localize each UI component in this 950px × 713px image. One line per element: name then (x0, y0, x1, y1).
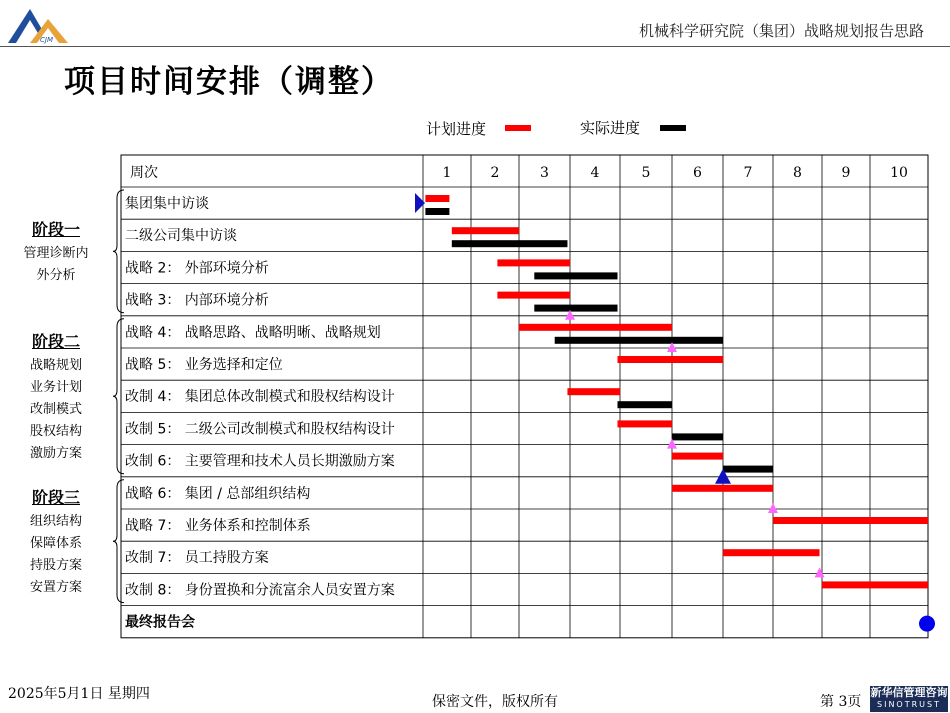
footer-confidential: 保密文件，版权所有 (432, 694, 558, 710)
stage-description-line: 改制模式 (29, 402, 82, 418)
stage-title: 阶段一 (31, 220, 80, 240)
legend-planned-label: 计划进度 (426, 120, 487, 138)
task-label: 改制 7： 员工持股方案 (125, 550, 269, 567)
brand-name-en: SINOTRUST (877, 700, 941, 709)
start-meeting-marker (415, 193, 425, 213)
actual-bar (555, 337, 723, 344)
planned-bar (672, 453, 723, 460)
task-label: 改制 4： 集团总体改制模式和股权结构设计 (125, 389, 395, 406)
stage-description-line: 保障体系 (29, 536, 82, 552)
week-number-label: 9 (841, 165, 851, 181)
brand-logo (870, 686, 948, 712)
planned-bar (618, 420, 673, 427)
legend-actual-label: 实际进度 (580, 119, 641, 137)
stage-title: 阶段二 (31, 332, 80, 352)
planned-bar (567, 388, 620, 395)
week-number-label: 2 (490, 165, 500, 181)
informal-communication-marker (815, 567, 825, 577)
header-week-label: 周次 (130, 165, 158, 181)
page-title: 项目时间安排（调整） (64, 64, 394, 100)
footer-date: 2025年5月1日 星期四 (8, 686, 150, 702)
task-label: 战略 2： 外部环境分析 (125, 260, 269, 277)
planned-bar (425, 195, 449, 202)
actual-bar (672, 433, 723, 440)
stage-description-line: 安置方案 (29, 580, 82, 596)
planned-bar (723, 549, 820, 556)
stage-description-line: 组织结构 (29, 514, 82, 530)
actual-bar (452, 240, 568, 247)
stage-description-line: 外分析 (36, 268, 76, 284)
task-label: 最终报告会 (125, 614, 195, 631)
planned-bar (497, 259, 570, 266)
header-title: 机械科学研究院（集团）战略规划报告思路 (638, 22, 924, 40)
final-report-marker (919, 616, 935, 632)
task-label: 二级公司集中访谈 (125, 228, 237, 245)
task-label: 战略 6： 集团 / 总部组织结构 (125, 485, 311, 502)
week-number-label: 3 (540, 165, 549, 181)
stage-description-line: 战略规划 (29, 358, 82, 374)
planned-bar (672, 485, 773, 492)
task-label: 战略 7： 业务体系和控制体系 (125, 518, 311, 534)
brand-name-cn: 新华信管理咨询 (870, 686, 948, 699)
stage-brace (113, 319, 124, 474)
week-number-label: 5 (641, 165, 651, 181)
week-number-label: 4 (590, 165, 600, 181)
task-label: 改制 8： 身份置换和分流富余人员安置方案 (125, 582, 395, 599)
stage-description-line: 激励方案 (29, 446, 82, 462)
actual-bar (723, 466, 773, 473)
week-number-label: 10 (890, 165, 908, 181)
stage-title: 阶段三 (31, 488, 80, 508)
logo-text: CJM (40, 36, 53, 44)
actual-bar (618, 401, 673, 408)
actual-bar (534, 305, 617, 312)
task-label: 战略 3： 内部环境分析 (125, 292, 269, 309)
planned-bar (773, 517, 928, 524)
planned-bar (822, 581, 928, 588)
week-number-label: 6 (693, 165, 702, 181)
stage-description-line: 持股方案 (29, 558, 82, 574)
planned-bar (618, 356, 724, 363)
footer-page-number: 第 3页 (820, 694, 862, 710)
task-label: 战略 5： 业务选择和定位 (125, 357, 283, 373)
task-label: 战略 4： 战略思路、战略明晰、战略规划 (125, 324, 381, 341)
week-number-label: 7 (743, 165, 753, 181)
task-label: 改制 5： 二级公司改制模式和股权结构设计 (125, 421, 395, 438)
stage-description-line: 股权结构 (29, 424, 82, 440)
planned-bar (519, 324, 672, 331)
actual-bar (425, 208, 449, 215)
task-label: 集团集中访谈 (125, 196, 209, 212)
week-number-label: 8 (793, 165, 802, 181)
stage-description-line: 业务计划 (29, 380, 82, 396)
planned-bar (452, 227, 519, 234)
stage-description-line: 管理诊断内 (23, 246, 89, 262)
actual-bar (534, 272, 617, 279)
week-number-label: 1 (442, 165, 452, 181)
informal-communication-marker (768, 503, 778, 513)
task-label: 改制 6： 主要管理和技术人员长期激励方案 (125, 453, 395, 470)
planned-bar (497, 292, 570, 299)
